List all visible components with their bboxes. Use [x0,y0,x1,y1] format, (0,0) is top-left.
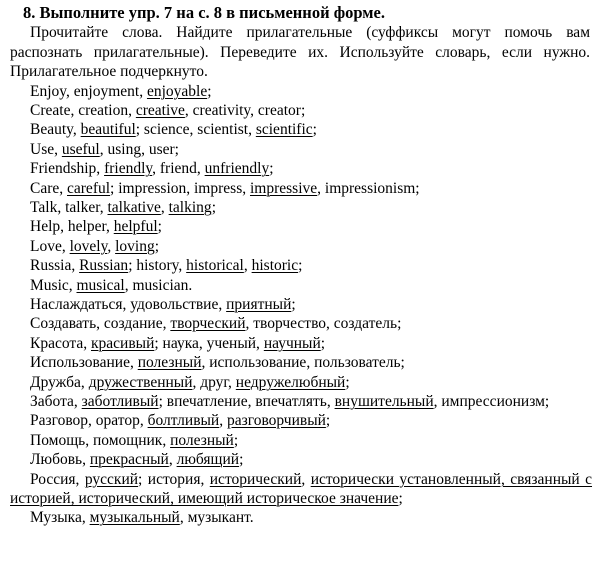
underlined-adjective: научный [263,334,321,352]
underlined-adjective: прекрасный [89,451,169,469]
word-text: , musician. [124,276,193,294]
word-text: ; [211,198,216,216]
word-text: ; [207,82,212,100]
word-line [10,276,592,295]
word-text: , [219,412,227,430]
word-text: Создавать, создание, [30,315,171,333]
underlined-adjective: исторический [209,470,302,488]
underlined-adjective: talkative [107,198,161,216]
underlined-adjective: loving [115,237,155,255]
word-text: , использование, пользователь; [201,354,405,372]
word-text: Россия, [30,470,85,488]
word-text: Enjoy, enjoyment, [30,82,147,100]
underlined-adjective: careful [67,179,111,197]
underlined-adjective: полезный [170,431,234,449]
word-line [10,470,592,509]
word-line [10,82,592,101]
underlined-adjective: внушительный [334,393,434,410]
word-text: ; [345,373,350,391]
underlined-adjective: приятный [226,295,292,313]
word-line [10,508,592,527]
underlined-adjective: дружественный [88,373,193,391]
word-text: Музыка, [30,509,90,527]
underlined-adjective: недружелюбный [235,373,346,391]
underlined-adjective: scientific [255,121,313,139]
underlined-adjective: русский [84,470,139,488]
word-text: Help, helper, [30,218,114,236]
underlined-adjective: talking [168,198,212,216]
underlined-adjective: болтливый [147,412,220,430]
underlined-adjective: friendly [104,160,153,178]
word-line [10,411,592,430]
word-text: , [301,470,311,488]
underlined-adjective: Russian [79,257,129,275]
exercise-heading: 8. Выполните упр. 7 на с. 8 в письменной форме. [23,3,385,22]
word-text: Love, [30,237,70,255]
word-text: , [160,198,169,216]
word-text: Использование, [30,354,138,372]
word-text: , friend, [152,160,205,178]
word-text: Use, [30,140,62,158]
word-text: ; [325,412,331,430]
word-line [10,295,592,314]
underlined-adjective: helpful [113,218,158,236]
word-list [10,82,592,528]
word-text: Talk, talker, [30,198,108,216]
word-text: , импрессионизм; [433,393,550,410]
word-text: Забота, [30,393,82,410]
word-text: ; [298,257,303,275]
word-text: Помощь, помощник, [30,431,171,449]
word-text: Care, [30,179,68,197]
word-line [10,353,592,372]
word-text: ; science, scientist, [135,121,256,139]
word-text: , creativity, creator; [184,101,306,119]
underlined-adjective: lovely [69,237,108,255]
underlined-adjective: useful [61,140,100,158]
word-line [10,217,592,236]
word-text: , [107,237,116,255]
word-text: ; history, [128,257,187,275]
word-line [10,334,592,353]
word-text: Дружба, [30,373,89,391]
underlined-adjective: красивый [91,334,155,352]
word-text: ; impression, impress, [110,179,250,197]
underlined-adjective: historic [251,257,299,275]
underlined-adjective: musical [76,276,125,294]
word-line [10,256,592,275]
word-text: ; [269,160,274,178]
underlined-adjective: творческий [170,315,246,333]
underlined-adjective: полезный [137,354,202,372]
word-line [10,159,592,178]
word-text: ; [398,490,403,508]
word-text: Create, creation, [30,101,136,119]
word-text: Friendship, [30,160,105,178]
word-text: Любовь, [30,451,90,469]
underlined-adjective: beautiful [80,121,136,139]
word-text: ; [157,218,162,236]
word-text: , друг, [192,373,236,391]
word-line [10,392,592,411]
word-text: ; [291,295,296,313]
word-text: ; [233,431,239,449]
exercise-instructions: Прочитайте слова. Найдите прилагательные (суффиксы могут помочь вам распознать прилагательные). Переведите их. Используйте словарь, если нужно. Прилагательное подчеркнуто. [10,24,590,80]
word-line [10,140,592,159]
underlined-adjective: разговорчивый [226,412,326,430]
underlined-adjective: любящий [176,451,240,469]
underlined-adjective: creative [135,101,185,119]
word-line [10,373,592,392]
word-text: ; [239,451,244,469]
underlined-adjective: impressive [249,179,318,197]
word-text: Russia, [30,257,80,275]
word-line [10,120,592,139]
word-text: Разговор, оратор, [30,412,148,430]
underlined-adjective: unfriendly [204,160,270,178]
word-line [10,101,592,120]
word-text: Beauty, [30,121,81,139]
underlined-adjective: заботливый [81,393,159,410]
word-text: ; [312,121,317,139]
word-text: Music, [30,276,77,294]
word-text: ; история, [138,470,210,488]
word-text: , [168,451,177,469]
word-text: ; [320,334,326,352]
underlined-adjective: historical [186,257,244,275]
word-text: ; [154,237,160,255]
exercise-page [10,3,592,528]
word-line [10,198,592,217]
underlined-adjective: исторически установленный, связанный с историей, исторический, имеющий историческое значение [10,470,593,508]
word-text: ; впечатление, впечатлять, [158,393,335,410]
word-line [10,179,592,198]
word-line [10,450,592,469]
word-text: , музыкант. [179,509,254,527]
word-line [10,237,592,256]
word-text: , impressionism; [317,179,420,197]
word-text: ; наука, ученый, [154,334,264,352]
word-text: Красота, [30,334,91,352]
word-text: , творчество, создатель; [245,315,402,333]
underlined-adjective: музыкальный [89,509,180,527]
word-text: , [243,257,252,275]
word-text: Наслаждаться, удовольствие, [30,295,227,313]
word-text: , using, user; [99,140,179,158]
word-line [10,314,592,333]
underlined-adjective: enjoyable [146,82,208,100]
word-line [10,431,592,450]
